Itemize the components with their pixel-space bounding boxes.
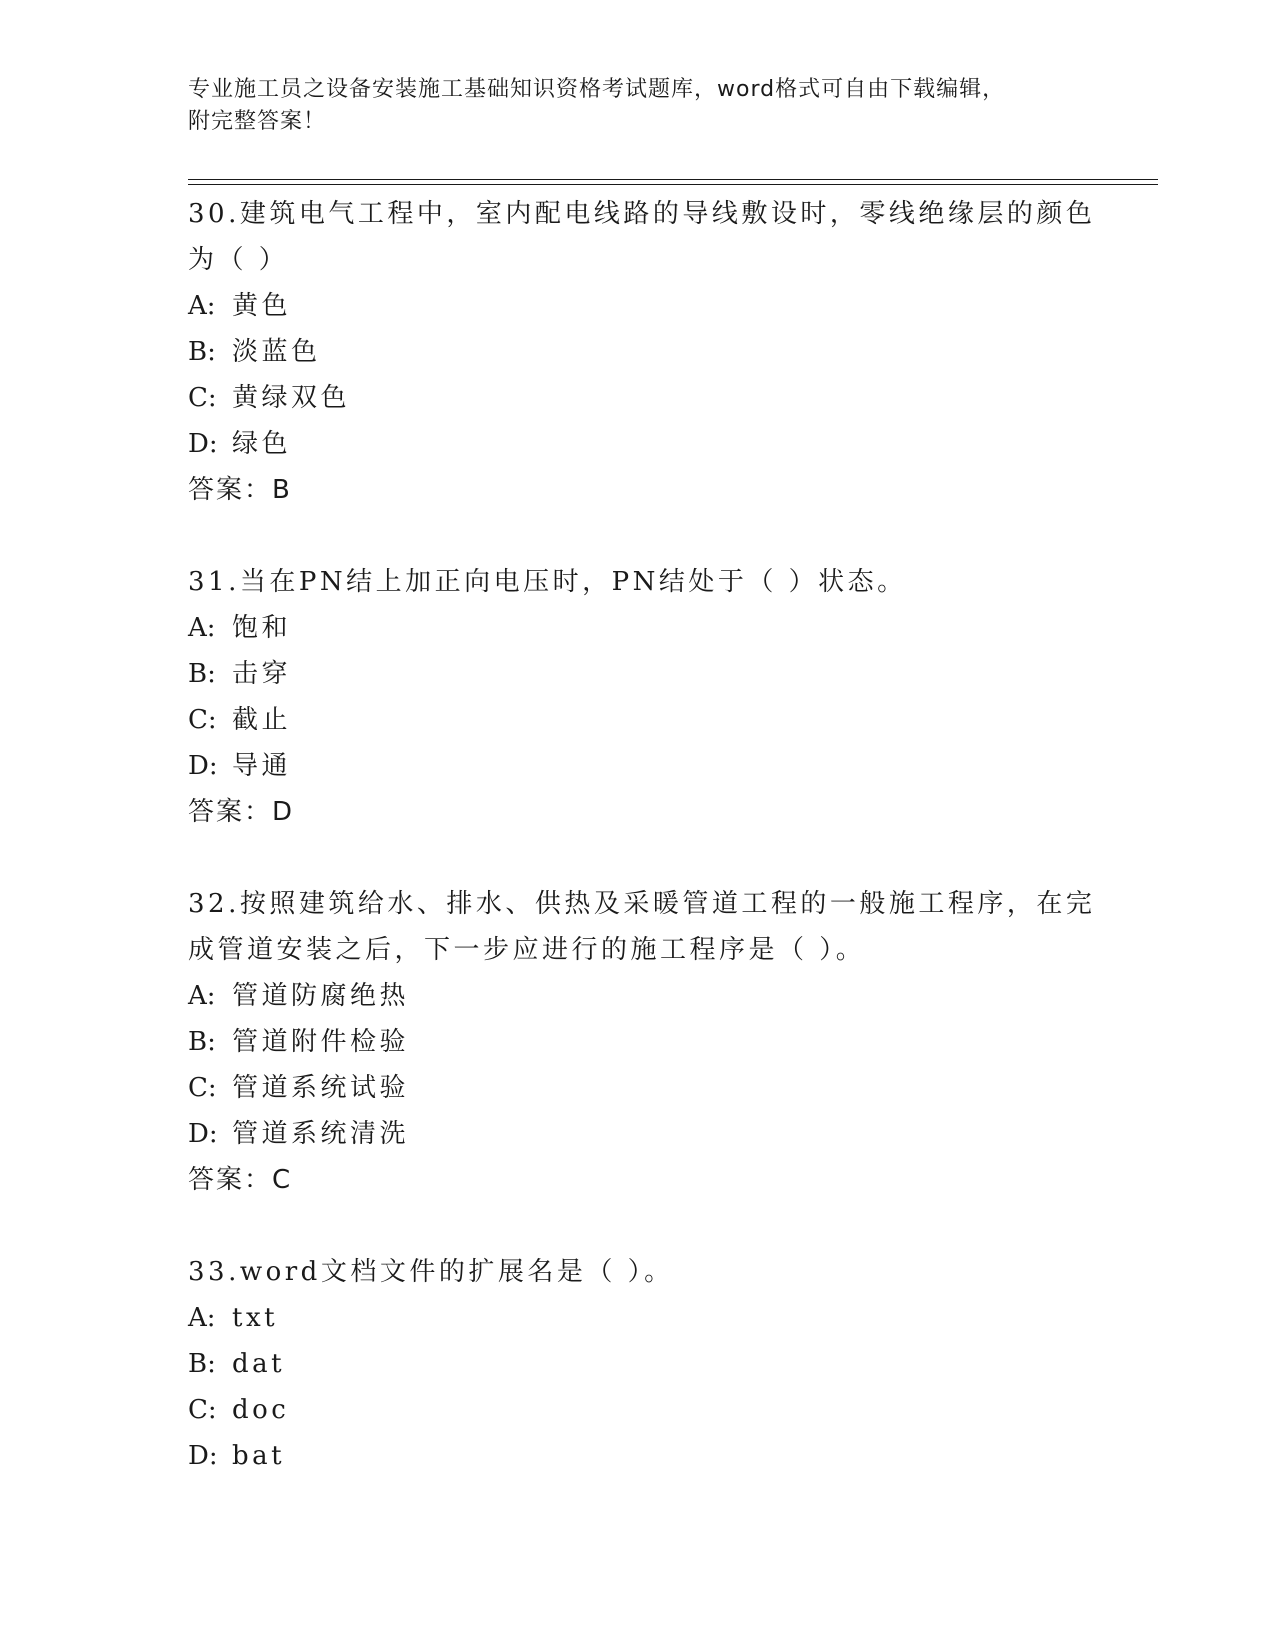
option-text: 饱和 [232,613,292,643]
option-letter: D: [188,1441,218,1471]
option-letter: B: [188,1027,216,1057]
option-letter: A: [188,613,216,643]
stem-line: 31.当在PN结上加正向电压时，PN结处于（ ）状态。 [188,567,907,597]
option-a [188,605,1088,651]
option-text: 管道防腐绝热 [232,981,410,1011]
option-b [188,651,1088,697]
question-stem [188,1249,1088,1295]
option-text: 管道系统清洗 [232,1119,410,1149]
option-b [188,1019,1088,1065]
option-b [188,1341,1088,1387]
option-letter: D: [188,429,218,459]
answer-line: 答案：B [188,475,292,505]
option-a [188,283,1088,329]
option-letter: C: [188,1073,217,1103]
option-text: 导通 [232,751,292,781]
question-list [188,191,1096,1525]
option-letter: D: [188,1119,218,1149]
header-divider-top [188,179,1158,180]
option-letter: B: [188,1349,216,1379]
option-c [188,1065,1088,1111]
option-a [188,973,1088,1019]
option-letter: C: [188,705,217,735]
option-letter: B: [188,337,216,367]
option-d [188,421,1088,467]
stem-line: 30.建筑电气工程中，室内配电线路的导线敷设时，零线绝缘层的颜色 [188,199,1096,229]
option-text: 管道附件检验 [232,1027,410,1057]
answer-line: 答案：C [188,1165,293,1195]
option-a [188,1295,1088,1341]
option-text: bat [232,1441,286,1471]
option-c [188,375,1088,421]
header-divider-bottom [188,184,1158,185]
question-stem [188,559,1088,605]
stem-line: 成管道安装之后，下一步应进行的施工程序是（ ）。 [188,935,866,965]
option-letter: A: [188,291,216,321]
question-stem [188,881,1096,973]
option-text: 黄绿双色 [232,383,351,413]
option-d [188,1433,1088,1479]
option-text: 击穿 [232,659,292,689]
option-letter: C: [188,1395,217,1425]
option-c [188,697,1088,743]
question-31 [188,559,1088,835]
option-c [188,1387,1088,1433]
option-text: 淡蓝色 [232,337,321,367]
option-letter: A: [188,981,216,1011]
question-30 [188,191,1096,513]
option-d [188,743,1088,789]
option-letter: A: [188,1303,216,1333]
option-text: 绿色 [232,429,292,459]
option-text: dat [232,1349,286,1379]
stem-line: 33.word文档文件的扩展名是（ ）。 [188,1257,674,1287]
question-33 [188,1249,1088,1479]
option-b [188,329,1088,375]
question-stem [188,191,1096,283]
option-letter: C: [188,383,217,413]
option-text: 管道系统试验 [232,1073,410,1103]
option-d [188,1111,1088,1157]
question-32 [188,881,1096,1203]
option-text: 截止 [232,705,292,735]
option-letter: D: [188,751,218,781]
option-letter: B: [188,659,216,689]
answer-line: 答案：D [188,797,295,827]
stem-line: 为（ ） [188,245,289,275]
stem-line: 32.按照建筑给水、排水、供热及采暖管道工程的一般施工程序，在完 [188,889,1096,919]
option-text: 黄色 [232,291,292,321]
document-header [188,74,1088,138]
option-text: doc [232,1395,290,1425]
header-line-2: 附完整答案！ [188,109,327,134]
header-line-1: 专业施工员之设备安装施工基础知识资格考试题库，word格式可自由下载编辑， [188,77,1006,102]
option-text: txt [232,1303,279,1333]
